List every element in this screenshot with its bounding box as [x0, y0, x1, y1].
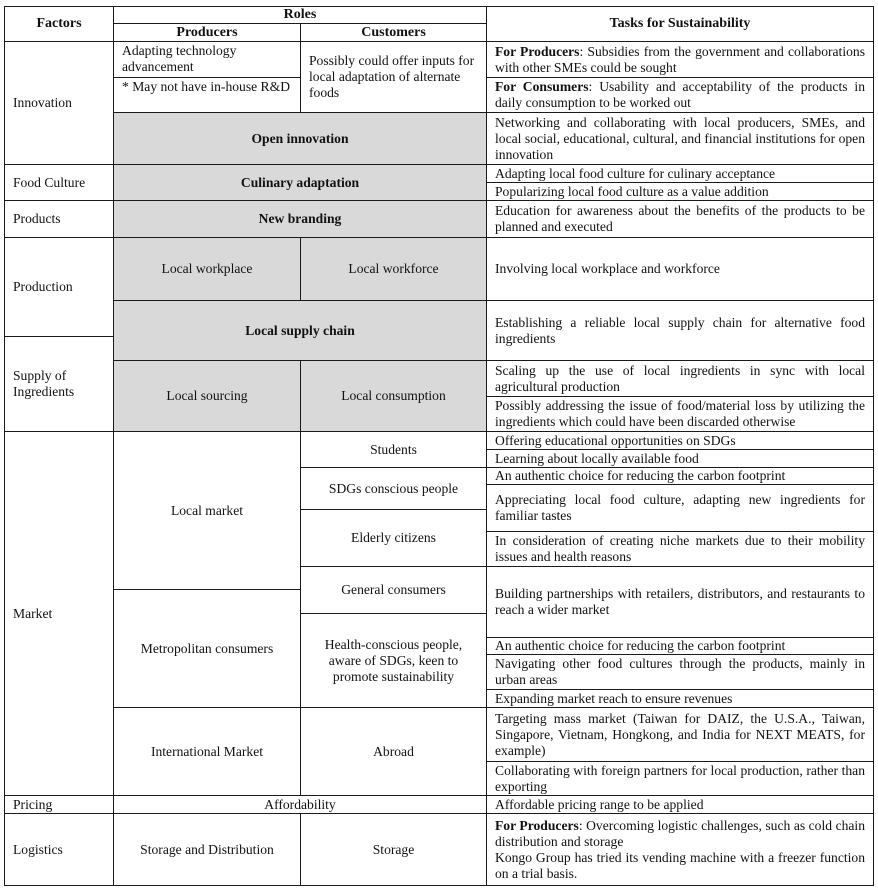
role-storage-text: Storage — [372, 841, 415, 857]
task-producers-subsidies — [486, 41, 874, 78]
role-workplace-text: Local workplace — [161, 261, 253, 276]
role-elderly-text: Elderly citizens — [351, 530, 436, 545]
task-text: Scaling up the use of local ingredients in sync with local agricultural production — [495, 362, 865, 394]
task-networking — [486, 112, 874, 165]
role-storage-dist — [113, 813, 301, 886]
header-producers-text: Producers — [176, 24, 238, 40]
task-carbon-2 — [486, 637, 874, 655]
role-sdgs-people-text: SDGs conscious people — [328, 480, 459, 496]
factor-supply-text: Supply of Ingredients — [13, 368, 75, 399]
role-branding-text: New branding — [258, 211, 342, 226]
task-education — [486, 200, 874, 238]
task-text: : Usability and acceptability of the products in daily consumption to be worked out — [495, 79, 866, 110]
factor-supply — [4, 336, 114, 432]
task-text: Possibly addressing the issue of food/material loss by utilizing the ingredients which could have been discarded otherwise — [495, 398, 865, 429]
role-abroad-text: Abroad — [373, 743, 414, 759]
task-text: Collaborating with foreign partners for local production, rather than exporting — [495, 762, 865, 794]
factor-market — [4, 431, 114, 796]
role-sdgs-people — [300, 467, 487, 510]
header-tasks — [486, 6, 874, 42]
role-adapting-tech-text: Adapting technology advancement — [122, 43, 237, 74]
role-supply-chain — [113, 300, 487, 361]
factor-food-culture — [4, 164, 114, 201]
task-text: In consideration of creating niche markets due to their mobility issues and health reasons — [495, 533, 865, 564]
task-text: Involving local workplace and workforce — [495, 261, 720, 276]
role-general — [300, 566, 487, 614]
role-adapting-tech — [113, 41, 301, 78]
factor-products — [4, 200, 114, 238]
factor-logistics-text: Logistics — [13, 841, 63, 857]
role-metropolitan — [113, 589, 301, 708]
role-general-text: General consumers — [341, 582, 446, 597]
header-producers — [113, 23, 301, 42]
task-supply-chain — [486, 300, 874, 361]
task-label-producers: For Producers — [495, 817, 579, 833]
role-storage-dist-text: Storage and Distribution — [140, 841, 274, 857]
task-mass-market — [486, 707, 874, 762]
header-tasks-text: Tasks for Sustainability — [609, 16, 751, 31]
role-workforce-text: Local workforce — [348, 261, 439, 276]
task-pricing — [486, 795, 874, 814]
task-text: Networking and collaborating with local producers, SMEs, and local social, educational, cultural, and financial institutions for open innovation — [495, 114, 865, 162]
role-local-market-text: Local market — [170, 502, 244, 518]
task-label-producers: For Producers — [495, 43, 580, 59]
factor-pricing-text: Pricing — [13, 796, 53, 812]
task-text: Appreciating local food culture, adapting new ingredients for familiar tastes — [495, 492, 865, 523]
factor-logistics — [4, 813, 114, 886]
role-health — [300, 613, 487, 708]
task-label-consumers: For Consumers — [495, 79, 589, 94]
task-scaling — [486, 360, 874, 397]
task-text: Popularizing local food culture as a value addition — [495, 183, 769, 199]
role-local-market — [113, 431, 301, 590]
task-food-loss — [486, 396, 874, 432]
factor-market-text: Market — [13, 605, 53, 621]
task-learning-food — [486, 449, 874, 468]
factor-products-text: Products — [13, 211, 61, 226]
task-text: : Overcoming logistic challenges, such as cold chain distribution and storage — [495, 817, 866, 849]
role-consumption — [300, 360, 487, 432]
task-text: Affordable pricing range to be applied — [495, 796, 704, 812]
role-elderly — [300, 509, 487, 567]
factor-production — [4, 237, 114, 337]
role-metropolitan-text: Metropolitan consumers — [140, 640, 274, 656]
role-affordability — [113, 795, 487, 814]
task-text: Building partnerships with retailers, distributors, and restaurants to reach a wider market — [495, 586, 865, 617]
role-customer-inputs-text: Possibly could offer inputs for local adaptation of alternate foods — [309, 53, 475, 100]
role-supply-chain-text: Local supply chain — [245, 322, 355, 338]
role-open-innovation — [113, 112, 487, 165]
task-text: Targeting mass market (Taiwan for DAIZ, the U.S.A., Taiwan, Singapore, Vietnam, Hongkong, and India for NEXT MEATS, for example) — [495, 710, 865, 758]
task-text: An authentic choice for reducing the carbon footprint — [495, 638, 786, 653]
task-foreign-partners — [486, 761, 874, 796]
task-sdg-education — [486, 431, 874, 450]
factor-production-text: Production — [13, 279, 73, 294]
role-customer-inputs — [300, 41, 487, 113]
role-culinary — [113, 164, 487, 201]
header-factors-text: Factors — [36, 16, 82, 31]
role-open-innovation-text: Open innovation — [251, 130, 349, 146]
header-factors — [4, 6, 114, 42]
task-text: Offering educational opportunities on SDGs — [495, 432, 736, 448]
role-culinary-text: Culinary adaptation — [240, 174, 360, 190]
role-students-text: Students — [370, 441, 417, 457]
role-workplace — [113, 237, 301, 301]
task-text: : Subsidies from the government and collaborations with other SMEs could be sought — [495, 43, 865, 75]
role-sourcing — [113, 360, 301, 432]
task-text-kongo: Kongo Group has tried its vending machine with a freezer function on a trial basis. — [495, 849, 865, 881]
task-involving-local — [486, 237, 874, 301]
role-consumption-text: Local consumption — [341, 388, 446, 403]
header-customers-text: Customers — [361, 24, 426, 40]
task-partnerships — [486, 566, 874, 638]
task-adapting-culture — [486, 164, 874, 183]
task-text: Education for awareness about the benefits of the products to be planned and executed — [495, 203, 865, 234]
header-roles-text: Roles — [283, 7, 317, 22]
task-text: An authentic choice for reducing the carbon footprint — [495, 468, 786, 483]
header-customers — [300, 23, 487, 42]
role-no-rnd — [113, 77, 301, 113]
role-international-text: International Market — [150, 743, 264, 759]
factor-pricing — [4, 795, 114, 814]
task-logistics — [486, 813, 874, 886]
role-international — [113, 707, 301, 796]
task-consumers-usability — [486, 77, 874, 113]
role-students — [300, 431, 487, 468]
role-storage — [300, 813, 487, 886]
task-expanding — [486, 689, 874, 708]
task-navigating — [486, 654, 874, 690]
task-appreciating — [486, 484, 874, 532]
role-sourcing-text: Local sourcing — [166, 388, 248, 403]
role-affordability-text: Affordability — [264, 796, 336, 812]
task-carbon-1 — [486, 467, 874, 485]
factor-innovation-text: Innovation — [13, 95, 72, 110]
role-health-text: Health-conscious people, aware of SDGs, keen to promote sustainability — [324, 636, 463, 684]
task-text: Adapting local food culture for culinary acceptance — [495, 165, 776, 181]
task-text: Navigating other food cultures through the products, mainly in urban areas — [495, 656, 865, 687]
role-abroad — [300, 707, 487, 796]
factor-innovation — [4, 41, 114, 165]
header-roles — [113, 6, 487, 24]
role-workforce — [300, 237, 487, 301]
task-text: Expanding market reach to ensure revenues — [495, 690, 733, 706]
task-niche — [486, 531, 874, 567]
task-text: Learning about locally available food — [495, 450, 699, 466]
role-no-rnd-text: * May not have in-house R&D — [122, 79, 291, 94]
role-branding — [113, 200, 487, 238]
factor-food-culture-text: Food Culture — [13, 174, 86, 190]
task-popularizing — [486, 182, 874, 201]
task-text: Establishing a reliable local supply chain for alternative food ingredients — [495, 314, 865, 346]
